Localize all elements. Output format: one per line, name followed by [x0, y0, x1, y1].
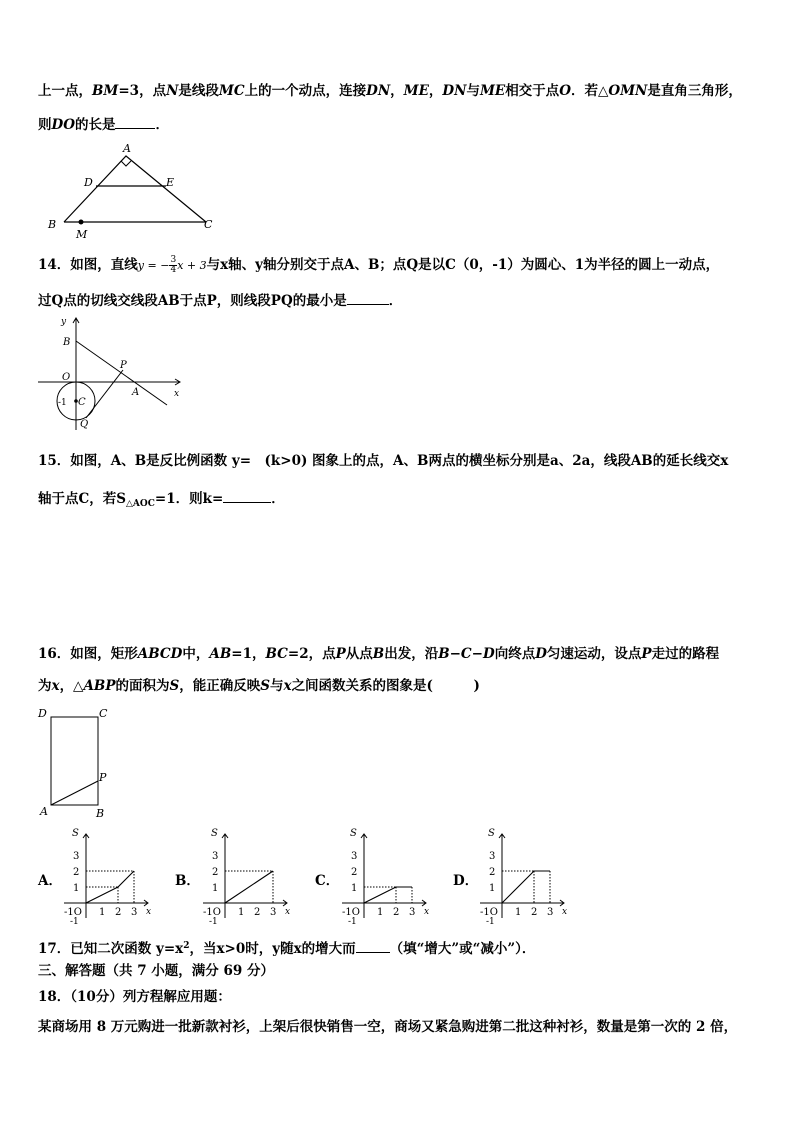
label-x: x: [424, 907, 430, 917]
tick-x3: 3: [409, 907, 416, 918]
label-C: C: [78, 397, 86, 408]
option-d-label[interactable]: D．: [453, 873, 479, 889]
tick-y3: 3: [351, 851, 358, 862]
tick-ym1: -1: [348, 917, 357, 926]
option-c-graph[interactable]: [338, 826, 433, 926]
tick-y2: 2: [73, 867, 80, 878]
label-x: x: [562, 907, 568, 917]
q18-title: 18．（10分）列方程解应用题：: [38, 989, 231, 1005]
tick-x1: 1: [238, 907, 245, 918]
label-x: x: [174, 389, 180, 399]
tick-x1: 1: [377, 907, 384, 918]
tick-x1: 1: [515, 907, 522, 918]
label-D: D: [84, 176, 93, 189]
tick-ym1: -1: [70, 917, 79, 926]
label-y: y: [61, 317, 67, 327]
tick-y1: 1: [489, 883, 496, 894]
label-S: S: [488, 828, 495, 839]
tick-y3: 3: [73, 851, 80, 862]
origin-label: -1O: [480, 907, 498, 918]
tick-y1: 1: [212, 883, 219, 894]
origin-label: -1O: [203, 907, 221, 918]
label-B: B: [48, 218, 57, 231]
q18-line1: 某商场用 8 万元购进一批新款衬衫，上架后很快销售一空，商场又紧急购进第二批这种衬衫，数量是第一次的 2 倍，: [38, 1019, 738, 1035]
answer-blank: [223, 488, 271, 503]
section-3-title: 三、解答题（共 7 小题，满分 69 分）: [38, 963, 274, 979]
q14-figure: [36, 314, 186, 432]
tick-x2: 2: [531, 907, 538, 918]
tick-ym1: -1: [209, 917, 218, 926]
q15-line2: 轴于点C，若$S_{\triangle AOC}=1$．则k= ．: [38, 488, 285, 513]
label-P: P: [120, 360, 127, 371]
option-b-graph[interactable]: [199, 826, 294, 926]
option-a-label[interactable]: A．: [38, 873, 62, 889]
function-curve: [225, 871, 273, 903]
label-B: B: [96, 807, 105, 820]
tick-x3: 3: [547, 907, 554, 918]
label-D: D: [38, 707, 47, 720]
label-x: x: [146, 907, 152, 917]
label-A: A: [132, 387, 140, 398]
tick-x3: 3: [270, 907, 277, 918]
q14-line1: 14．如图，直线y = − $\frac{3}{4}$ x + 3与x轴、y轴分别交于点A、B；点Q是以C（0，-1）为圆心、1为半径的圆上一动点，: [38, 255, 720, 275]
q16-line1: 16．如图，矩形ABCD中，AB=1，BC=2，点P从点B出发，沿B−C−D向终点D匀速运动，设点P走过的路程: [38, 646, 720, 662]
origin-label: -1O: [342, 907, 360, 918]
tick-y3: 3: [212, 851, 219, 862]
label-Q: Q: [80, 419, 89, 430]
label-minus1: -1: [58, 398, 67, 408]
label-C: C: [204, 218, 213, 231]
option-c-label[interactable]: C．: [315, 873, 340, 889]
answer-blank: [115, 114, 155, 129]
option-a-graph[interactable]: [60, 826, 155, 926]
q16-rectangle-figure: [36, 704, 116, 822]
option-b-label[interactable]: B．: [175, 873, 200, 889]
label-P: P: [99, 771, 107, 784]
q17-line: 17．已知二次函数 $y=x^2$，当x>0时，y随x的增大而 （填“增大”或“减小”）．: [38, 937, 535, 958]
tick-y2: 2: [351, 867, 358, 878]
tick-y2: 2: [212, 867, 219, 878]
tick-x2: 2: [115, 907, 122, 918]
q13-line1: 上一点，BM=3，点N是线段MC上的一个动点，连接DN，ME，DN与ME相交于点O．若△OMN是直角三角形，: [38, 83, 742, 99]
label-S: S: [72, 828, 79, 839]
q16-line2: 为x，△ABP的面积为S，能正确反映S与x之间函数关系的图象是( ): [38, 678, 480, 694]
label-A: A: [40, 805, 48, 818]
tick-y2: 2: [489, 867, 496, 878]
function-curve: [502, 871, 550, 903]
tick-x2: 2: [254, 907, 261, 918]
origin-label: -1O: [64, 907, 82, 918]
option-d-graph[interactable]: [476, 826, 571, 926]
tick-y1: 1: [73, 883, 80, 894]
label-A: A: [123, 142, 131, 155]
label-x: x: [285, 907, 291, 917]
q15-line1: 15．如图，A、B是反比例函数 y= (k>0) 图象上的点，A、B两点的横坐标分别是a、2a，线段AB的延长线交x: [38, 453, 729, 469]
function-curve: [364, 887, 412, 903]
tick-y1: 1: [351, 883, 358, 894]
label-B: B: [63, 337, 71, 348]
label-E: E: [166, 176, 175, 189]
tick-x2: 2: [393, 907, 400, 918]
q14-line2: 过Q点的切线交线段AB于点P，则线段PQ的最小是 ．: [38, 290, 402, 310]
label-S: S: [211, 828, 218, 839]
label-M: M: [76, 228, 88, 241]
tick-y3: 3: [489, 851, 496, 862]
label-C: C: [99, 707, 108, 720]
q13-triangle-figure: [44, 142, 216, 242]
label-O: O: [62, 372, 71, 383]
tick-x3: 3: [131, 907, 138, 918]
label-S: S: [350, 828, 357, 839]
tick-x1: 1: [99, 907, 106, 918]
tick-ym1: -1: [486, 917, 495, 926]
answer-blank: [356, 938, 390, 953]
q13-line2: 则DO的长是 ．: [38, 114, 169, 134]
answer-blank: [347, 290, 389, 305]
